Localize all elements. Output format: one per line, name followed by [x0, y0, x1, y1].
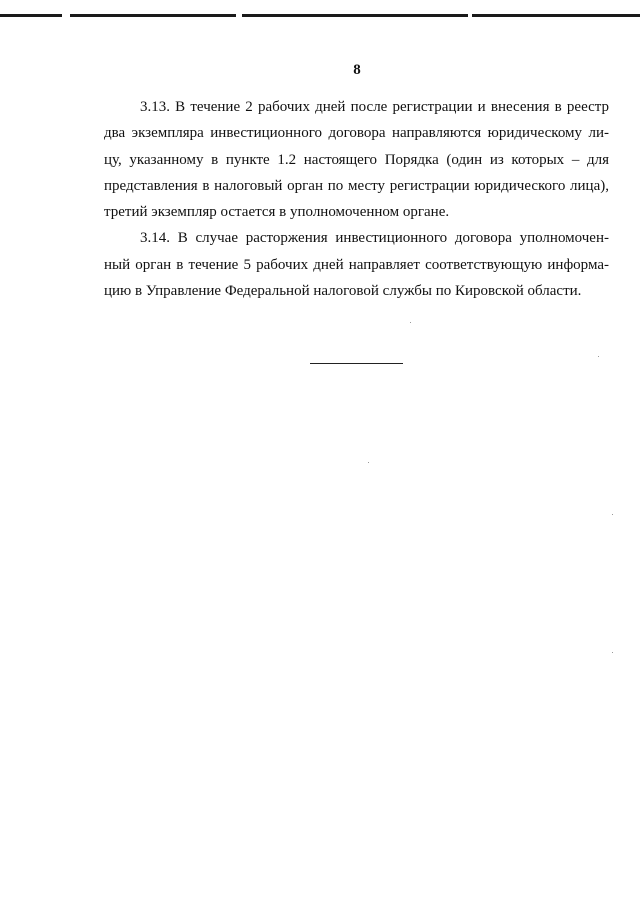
- scan-top-edge: [0, 14, 640, 17]
- text-line: два экземпляра инвестиционного договора направляются юридическому ли-: [104, 125, 609, 142]
- text-line: цу, указанному в пункте 1.2 настоящего Порядка (один из которых – для: [104, 151, 609, 168]
- scan-edge-gap: [236, 14, 242, 17]
- scan-edge-gap: [468, 14, 472, 17]
- text-line: 3.13. В течение 2 рабочих дней после регистрации и внесения в реестр: [140, 99, 609, 115]
- text-line: ный орган в течение 5 рабочих дней направляет соответствующую информа-: [104, 256, 609, 273]
- scan-speck: [410, 322, 411, 323]
- text-line: 3.14. В случае расторжения инвестиционного договора уполномочен-: [140, 230, 609, 247]
- text-line: третий экземпляр остается в уполномоченном органе.: [104, 204, 450, 221]
- end-of-text-rule: [310, 363, 403, 364]
- scan-speck: [368, 462, 369, 463]
- paragraph-3-14: [104, 225, 609, 304]
- text-line: цию в Управление Федеральной налоговой службы по Кировской области.: [104, 283, 582, 300]
- scan-edge-gap: [62, 14, 70, 17]
- scan-speck: [598, 356, 599, 357]
- document-body: [104, 94, 609, 304]
- scan-speck: [612, 652, 613, 653]
- text-line: представления в налоговый орган по месту регистрации юридического лица),: [104, 177, 609, 194]
- paragraph-3-13: [104, 94, 609, 225]
- page-number: 8: [353, 62, 361, 78]
- scan-speck: [612, 514, 613, 515]
